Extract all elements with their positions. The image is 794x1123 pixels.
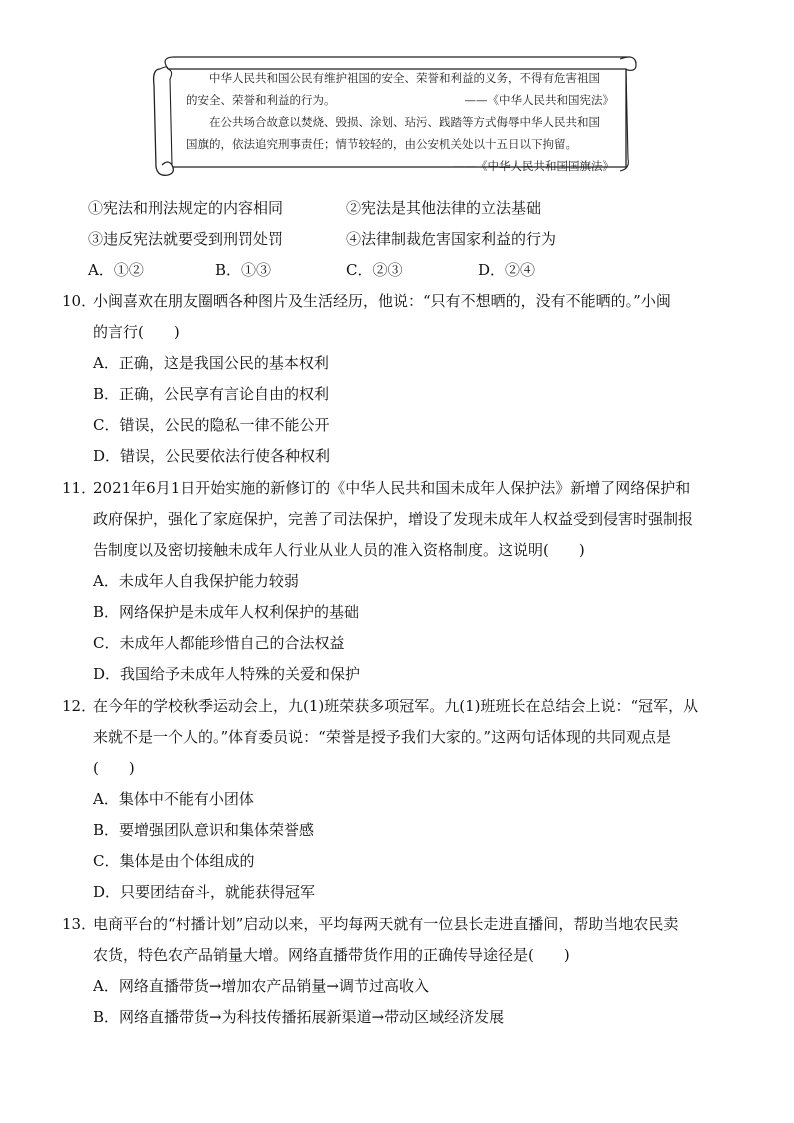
quote-flag-law-line2: 国旗的，依法追究刑事责任；情节较轻的，由公安机关处以十五日以下拘留。	[186, 137, 577, 151]
q9-option-a[interactable]: A．①②	[88, 261, 144, 279]
q12-option-c[interactable]: C．集体是由个体组成的	[93, 852, 255, 870]
q13-stem-line1: 电商平台的“村播计划”启动以来，平均每两天就有一位县长走进直播间，帮助当地农民卖	[93, 915, 679, 933]
q11-option-d[interactable]: D．我国给予未成年人特殊的关爱和保护	[93, 665, 361, 683]
q11-option-b[interactable]: B．网络保护是未成年人权利保护的基础	[93, 603, 360, 621]
q11-stem-line3: 告制度以及密切接触未成年人行业从业人员的准入资格制度。这说明( )	[93, 541, 585, 559]
quote-scroll	[150, 55, 640, 179]
q12-stem-line1: 在今年的学校秋季运动会上，九(1)班荣获多项冠军。九(1)班班长在总结会上说：“冠军，从	[93, 697, 699, 715]
q9-statement-4: ④法律制裁危害国家利益的行为	[346, 230, 557, 248]
q9-statement-1: ①宪法和刑法规定的内容相同	[88, 199, 284, 217]
q10-option-d[interactable]: D．错误，公民要依法行使各种权利	[93, 447, 331, 465]
q13-option-a[interactable]: A．网络直播带货→增加农产品销量→调节过高收入	[93, 977, 429, 995]
q10-option-b[interactable]: B．正确，公民享有言论自由的权利	[93, 385, 330, 403]
quote-text	[186, 67, 616, 177]
q12-number: 12．	[62, 697, 97, 715]
q12-stem-line2: 来就不是一个人的。”体育委员说：“荣誉是授予我们大家的。”这两句话体现的共同观点是	[93, 728, 672, 746]
q13-stem-line2: 农货，特色农产品销量大增。网络直播带货作用的正确传导途径是( )	[93, 946, 570, 964]
quote-constitution-line2: 的安全、荣誉和利益的行为。	[186, 93, 336, 107]
q12-option-a[interactable]: A．集体中不能有小团体	[93, 790, 254, 808]
quote-constitution-source: ——《中华人民共和国宪法》	[464, 93, 614, 107]
q9-statement-2: ②宪法是其他法律的立法基础	[346, 199, 542, 217]
q12-option-d[interactable]: D．只要团结奋斗，就能获得冠军	[93, 883, 316, 901]
q9-option-b[interactable]: B．①③	[215, 261, 272, 279]
q11-option-c[interactable]: C．未成年人都能珍惜自己的合法权益	[93, 634, 345, 652]
q12-stem-line3: ( )	[93, 759, 135, 777]
q9-option-d[interactable]: D．②④	[478, 261, 536, 279]
q10-option-a[interactable]: A．正确，这是我国公民的基本权利	[93, 354, 329, 372]
q11-stem-line1: 2021年6月1日开始实施的新修订的《中华人民共和国未成年人保护法》新增了网络保护和	[93, 479, 691, 497]
q9-statement-3: ③违反宪法就要受到刑罚处罚	[88, 230, 284, 248]
q10-number: 10．	[62, 292, 97, 310]
q10-stem-line1: 小闽喜欢在朋友圈晒各种图片及生活经历，他说：“只有不想晒的，没有不能晒的。”小闽	[93, 292, 671, 310]
q11-number: 11．	[62, 479, 97, 497]
q11-option-a[interactable]: A．未成年人自我保护能力较弱	[93, 572, 299, 590]
quote-flag-law-source: ——《中华人民共和国国旗法》	[453, 159, 614, 173]
quote-constitution-line1: 中华人民共和国公民有维护祖国的安全、荣誉和利益的义务，不得有危害祖国	[209, 71, 600, 85]
quote-flag-law-line1: 在公共场合故意以焚烧、毁损、涂划、玷污、践踏等方式侮辱中华人民共和国	[209, 115, 600, 129]
q12-option-b[interactable]: B．要增强团队意识和集体荣誉感	[93, 821, 315, 839]
q13-option-b[interactable]: B．网络直播带货→为科技传播拓展新渠道→带动区域经济发展	[93, 1008, 505, 1026]
q9-option-c[interactable]: C．②③	[346, 261, 403, 279]
q10-option-c[interactable]: C．错误，公民的隐私一律不能公开	[93, 416, 330, 434]
q13-number: 13．	[62, 915, 97, 933]
q10-stem-line2: 的言行( )	[93, 323, 180, 341]
q11-stem-line2: 政府保护，强化了家庭保护，完善了司法保护，增设了发现未成年人权益受到侵害时强制报	[93, 510, 694, 528]
